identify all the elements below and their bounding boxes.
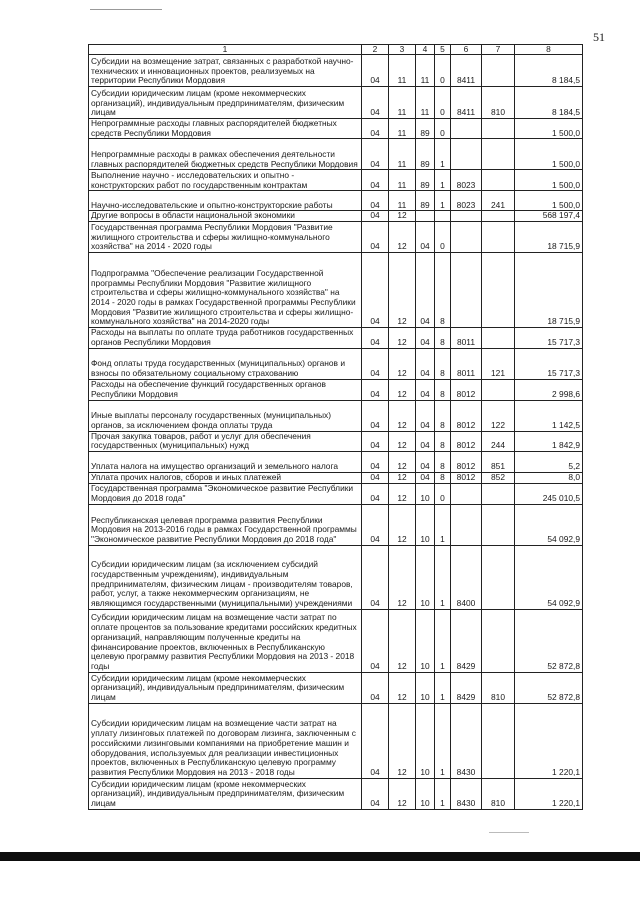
target-article-cell: 8400 [451,545,482,609]
program-code-cell: 10 [416,504,435,545]
program-code-cell: 04 [416,253,435,328]
program-code-cell: 04 [416,222,435,253]
section-code-cell: 04 [362,672,389,703]
table-row [89,483,583,504]
program-code-cell: 04 [416,348,435,379]
target-article-cell: 8012 [451,379,482,400]
section-code-cell: 04 [362,778,389,809]
page-number: 51 [593,30,605,44]
amount-cell: 18 715,9 [515,253,583,328]
header-cell: 6 [451,45,482,55]
scan-artifact-line [90,9,162,10]
amount-cell: 1 500,0 [515,191,583,211]
expense-name-cell: Научно-исследовательские и опытно-конструкторские работы [89,191,362,211]
section-code-cell: 04 [362,379,389,400]
subprogram-code-cell: 8 [435,431,451,451]
table-row [89,703,583,778]
expense-type-cell [482,55,515,87]
expense-name-cell: Расходы на выплаты по оплате труда работников государственных органов Республики Мордовия [89,328,362,348]
subprogram-code-cell: 0 [435,55,451,87]
subsection-code-cell: 12 [389,431,416,451]
program-code-cell: 89 [416,119,435,139]
target-article-cell: 8430 [451,703,482,778]
subprogram-code-cell: 1 [435,545,451,609]
target-article-cell [451,483,482,504]
expense-type-cell [482,222,515,253]
subsection-code-cell: 12 [389,400,416,431]
section-code-cell: 04 [362,119,389,139]
amount-cell: 54 092,9 [515,504,583,545]
table-row [89,191,583,211]
expense-type-cell: 810 [482,778,515,809]
expense-name-cell: Прочая закупка товаров, работ и услуг для обеспечения государственных (муниципальных) нужд [89,431,362,451]
expense-type-cell [482,253,515,328]
table-row [89,451,583,472]
table-row [89,672,583,703]
subsection-code-cell: 11 [389,119,416,139]
amount-cell: 8,0 [515,472,583,483]
scan-artifact-line [489,832,529,833]
header-cell: 7 [482,45,515,55]
expense-type-cell [482,211,515,222]
target-article-cell [451,139,482,170]
section-code-cell: 04 [362,431,389,451]
subsection-code-cell: 12 [389,778,416,809]
header-cell: 8 [515,45,583,55]
expense-name-cell: Иные выплаты персоналу государственных (муниципальных) органов, за исключением фонда оплаты труда [89,400,362,431]
amount-cell: 8 184,5 [515,55,583,87]
expense-name-cell: Фонд оплаты труда государственных (муниципальных) органов и взносы по обязательному социальному страхованию [89,348,362,379]
amount-cell: 18 715,9 [515,222,583,253]
target-article-cell: 8012 [451,472,482,483]
amount-cell: 52 872,8 [515,609,583,672]
section-code-cell: 04 [362,545,389,609]
subprogram-code-cell: 8 [435,472,451,483]
section-code-cell: 04 [362,609,389,672]
subprogram-code-cell: 8 [435,348,451,379]
section-code-cell: 04 [362,139,389,170]
program-code-cell: 10 [416,483,435,504]
amount-cell: 2 998,6 [515,379,583,400]
subprogram-code-cell: 1 [435,703,451,778]
expense-name-cell: Расходы на обеспечение функций государственных органов Республики Мордовия [89,379,362,400]
expense-type-cell [482,328,515,348]
subprogram-code-cell: 1 [435,672,451,703]
target-article-cell [451,222,482,253]
table-row [89,55,583,87]
program-code-cell: 10 [416,545,435,609]
program-code-cell [416,211,435,222]
subsection-code-cell: 12 [389,451,416,472]
section-code-cell: 04 [362,87,389,119]
subprogram-code-cell: 1 [435,170,451,191]
subsection-code-cell: 12 [389,609,416,672]
amount-cell: 1 220,1 [515,703,583,778]
section-code-cell: 04 [362,222,389,253]
table-row [89,379,583,400]
table-row [89,87,583,119]
target-article-cell: 8429 [451,672,482,703]
amount-cell: 1 842,9 [515,431,583,451]
expense-type-cell: 810 [482,87,515,119]
expense-name-cell: Субсидии юридическим лицам (за исключением субсидий государственным учреждениям), индивидуальным предпринимателям, физическим лицам - производителям товаров, работ, услуг, а также некоммерческим организациям, не являющимся государственными (муниципальными) учреждениями [89,545,362,609]
expense-name-cell: Непрограммные расходы главных распорядителей бюджетных средств Республики Мордовия [89,119,362,139]
table-row [89,211,583,222]
table-row [89,253,583,328]
subsection-code-cell: 11 [389,55,416,87]
subsection-code-cell: 12 [389,348,416,379]
section-code-cell: 04 [362,55,389,87]
subsection-code-cell: 12 [389,328,416,348]
expense-type-cell [482,139,515,170]
subsection-code-cell: 12 [389,672,416,703]
subprogram-code-cell [435,211,451,222]
program-code-cell: 04 [416,451,435,472]
section-code-cell: 04 [362,400,389,431]
table-row [89,328,583,348]
expense-type-cell [482,170,515,191]
expense-type-cell [482,483,515,504]
table-row [89,139,583,170]
target-article-cell: 8023 [451,170,482,191]
program-code-cell: 89 [416,139,435,170]
subprogram-code-cell: 1 [435,139,451,170]
section-code-cell: 04 [362,191,389,211]
expense-type-cell: 241 [482,191,515,211]
expense-name-cell: Республиканская целевая программа развития Республики Мордовия на 2013-2016 годы в рамках Государственной программы "Экономическое развитие Республики Мордовия до 2018 года" [89,504,362,545]
table-row [89,504,583,545]
program-code-cell: 11 [416,87,435,119]
table-row [89,431,583,451]
program-code-cell: 04 [416,379,435,400]
section-code-cell: 04 [362,483,389,504]
target-article-cell: 8012 [451,451,482,472]
subprogram-code-cell: 1 [435,778,451,809]
target-article-cell: 8411 [451,55,482,87]
subprogram-code-cell: 8 [435,400,451,431]
subprogram-code-cell: 0 [435,222,451,253]
expense-type-cell [482,609,515,672]
amount-cell: 54 092,9 [515,545,583,609]
expense-name-cell: Субсидии на возмещение затрат, связанных с разработкой научно-технических и инновационных проектов, реализуемых на территории Республики Мордовия [89,55,362,87]
table-row [89,119,583,139]
expense-name-cell: Выполнение научно - исследовательских и опытно - конструкторских работ по государственным контрактам [89,170,362,191]
expense-name-cell: Государственная программа Республики Мордовия "Развитие жилищного строительства и сферы жилищно-коммунального хозяйства" на 2014 - 2020 годы [89,222,362,253]
header-cell: 3 [389,45,416,55]
amount-cell: 1 500,0 [515,139,583,170]
subsection-code-cell: 11 [389,191,416,211]
expense-name-cell: Субсидии юридическим лицам на возмещение части затрат по оплате процентов за пользование кредитами российских кредитных организаций, направляющим полученные кредиты на финансирование проектов, включенных в Республиканскую целевую программу развития Республики Мордовия на 2013 - 2018 годы [89,609,362,672]
program-code-cell: 10 [416,672,435,703]
table-row [89,348,583,379]
header-cell: 2 [362,45,389,55]
expense-type-cell [482,703,515,778]
expense-name-cell: Уплата налога на имущество организаций и земельного налога [89,451,362,472]
amount-cell: 15 717,3 [515,348,583,379]
subsection-code-cell: 12 [389,703,416,778]
section-code-cell: 04 [362,348,389,379]
subprogram-code-cell: 0 [435,87,451,119]
target-article-cell [451,253,482,328]
subprogram-code-cell: 1 [435,504,451,545]
expense-name-cell: Подпрограмма "Обеспечение реализации Государственной программы Республики Мордовия "Развитие жилищного строительства и сферы жилищно-коммунального хозяйства" на 2014 - 2020 годы в рамках Государственной программы Республики Мордовия "Развитие жилищного строительства и сферы жилищно-коммунального хозяйства" на 2014-2020 годы [89,253,362,328]
amount-cell: 1 220,1 [515,778,583,809]
table-row [89,778,583,809]
program-code-cell: 10 [416,703,435,778]
program-code-cell: 11 [416,55,435,87]
subsection-code-cell: 12 [389,545,416,609]
target-article-cell [451,504,482,545]
program-code-cell: 04 [416,431,435,451]
section-code-cell: 04 [362,472,389,483]
target-article-cell: 8012 [451,431,482,451]
subprogram-code-cell: 1 [435,609,451,672]
target-article-cell: 8430 [451,778,482,809]
expense-name-cell: Субсидии юридическим лицам на возмещение части затрат на уплату лизинговых платежей по договорам лизинга, заключенным с российскими лизинговыми компаниями на приобретение машин и оборудования, используемых для реализации инвестиционных проектов, включенных в Республиканскую целевую программу развития Республики Мордовия на 2013 - 2018 годы [89,703,362,778]
target-article-cell: 8011 [451,348,482,379]
subprogram-code-cell: 0 [435,483,451,504]
expense-type-cell: 851 [482,451,515,472]
expense-type-cell: 852 [482,472,515,483]
section-code-cell: 04 [362,451,389,472]
target-article-cell: 8411 [451,87,482,119]
amount-cell: 568 197,4 [515,211,583,222]
table-row [89,472,583,483]
expense-type-cell: 244 [482,431,515,451]
amount-cell: 8 184,5 [515,87,583,119]
target-article-cell [451,119,482,139]
program-code-cell: 10 [416,609,435,672]
amount-cell: 52 872,8 [515,672,583,703]
section-code-cell: 04 [362,170,389,191]
amount-cell: 245 010,5 [515,483,583,504]
subprogram-code-cell: 8 [435,379,451,400]
subsection-code-cell: 11 [389,139,416,170]
target-article-cell: 8023 [451,191,482,211]
table-row [89,170,583,191]
section-code-cell: 04 [362,504,389,545]
target-article-cell: 8429 [451,609,482,672]
table-row [89,609,583,672]
expense-name-cell: Непрограммные расходы в рамках обеспечения деятельности главных распорядителей бюджетных средств Республики Мордовия [89,139,362,170]
expense-name-cell: Субсидии юридическим лицам (кроме некоммерческих организаций), индивидуальным предпринимателям, физическим лицам [89,778,362,809]
subprogram-code-cell: 8 [435,328,451,348]
subsection-code-cell: 12 [389,211,416,222]
program-code-cell: 89 [416,170,435,191]
budget-table [88,44,583,810]
section-code-cell: 04 [362,328,389,348]
expense-type-cell [482,545,515,609]
program-code-cell: 04 [416,328,435,348]
section-code-cell: 04 [362,253,389,328]
subsection-code-cell: 12 [389,253,416,328]
table-row [89,400,583,431]
scan-edge-bar [0,852,640,861]
amount-cell: 15 717,3 [515,328,583,348]
section-code-cell: 04 [362,703,389,778]
header-cell: 5 [435,45,451,55]
header-cell: 1 [89,45,362,55]
expense-type-cell: 122 [482,400,515,431]
subprogram-code-cell: 0 [435,119,451,139]
expense-type-cell: 810 [482,672,515,703]
subsection-code-cell: 12 [389,379,416,400]
target-article-cell: 8011 [451,328,482,348]
expense-type-cell [482,504,515,545]
table-row [89,222,583,253]
header-cell: 4 [416,45,435,55]
subprogram-code-cell: 1 [435,191,451,211]
subsection-code-cell: 12 [389,504,416,545]
expense-name-cell: Субсидии юридическим лицам (кроме некоммерческих организаций), индивидуальным предпринимателям, физическим лицам [89,672,362,703]
subsection-code-cell: 11 [389,87,416,119]
amount-cell: 5,2 [515,451,583,472]
amount-cell: 1 500,0 [515,170,583,191]
expense-type-cell [482,119,515,139]
table-header-row [89,45,583,55]
target-article-cell: 8012 [451,400,482,431]
subprogram-code-cell: 8 [435,253,451,328]
expense-name-cell: Субсидии юридическим лицам (кроме некоммерческих организаций), индивидуальным предпринимателям, физическим лицам [89,87,362,119]
target-article-cell [451,211,482,222]
program-code-cell: 04 [416,472,435,483]
subsection-code-cell: 12 [389,472,416,483]
program-code-cell: 89 [416,191,435,211]
subsection-code-cell: 12 [389,483,416,504]
expense-name-cell: Другие вопросы в области национальной экономики [89,211,362,222]
expense-type-cell [482,379,515,400]
expense-name-cell: Уплата прочих налогов, сборов и иных платежей [89,472,362,483]
amount-cell: 1 500,0 [515,119,583,139]
subsection-code-cell: 11 [389,170,416,191]
program-code-cell: 10 [416,778,435,809]
subsection-code-cell: 12 [389,222,416,253]
table-row [89,545,583,609]
section-code-cell: 04 [362,211,389,222]
program-code-cell: 04 [416,400,435,431]
expense-type-cell: 121 [482,348,515,379]
amount-cell: 1 142,5 [515,400,583,431]
expense-name-cell: Государственная программа "Экономическое развитие Республики Мордовия до 2018 года" [89,483,362,504]
subprogram-code-cell: 8 [435,451,451,472]
